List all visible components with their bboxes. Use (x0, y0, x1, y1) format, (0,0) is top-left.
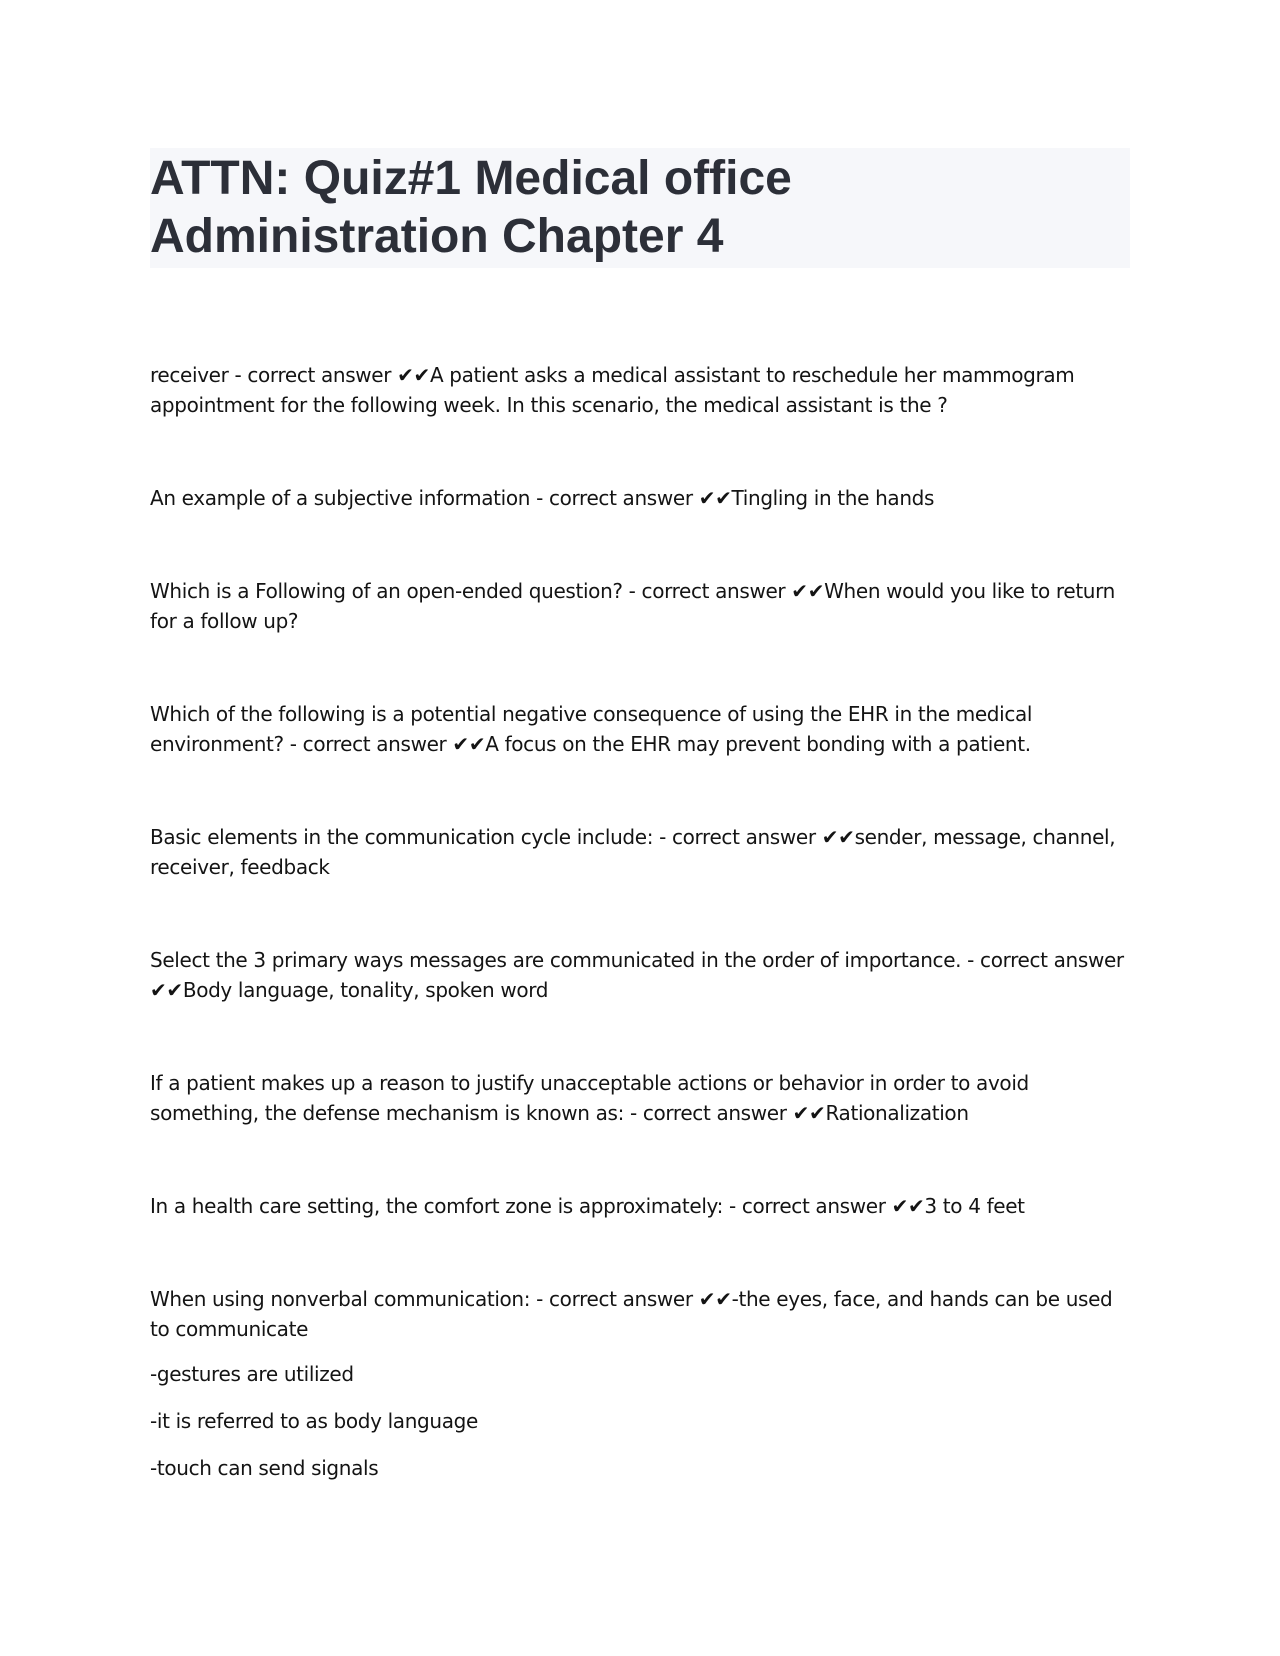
answer-separator: - correct answer (530, 1287, 699, 1311)
question-text: Which is a Following of an open-ended question? (150, 579, 623, 603)
answer-separator: - correct answer (722, 1194, 892, 1218)
answer-separator: - correct answer (623, 1101, 793, 1125)
check-icon: ✔✔ (452, 732, 486, 756)
check-icon: ✔✔ (792, 1101, 826, 1125)
qa-list (150, 360, 1130, 1483)
answer-text: Body language, tonality, spoken word (182, 978, 549, 1002)
check-icon: ✔✔ (698, 1287, 732, 1311)
continuation-line: -touch can send signals (150, 1456, 379, 1480)
title-block (150, 148, 1130, 268)
check-icon: ✔✔ (150, 978, 183, 1002)
check-icon: ✔✔ (891, 1194, 925, 1218)
answer-text: sender, message, channel, receiver, feedback (150, 825, 1116, 879)
answer-text: -the eyes, face, and hands can be used to communicate (150, 1287, 1113, 1341)
check-icon: ✔✔ (397, 363, 430, 387)
answer-separator: - correct answer (622, 579, 792, 603)
qa-item (150, 483, 1130, 513)
question-text: receiver (150, 363, 229, 387)
check-icon: ✔✔ (791, 579, 825, 603)
document-title: ATTN: Quiz#1 Medical office Administration Chapter 4 (150, 152, 792, 263)
answer-separator: - correct answer (961, 948, 1124, 972)
question-text: Basic elements in the communication cycle include: (150, 825, 654, 849)
check-icon: ✔✔ (821, 825, 855, 849)
qa-item (150, 576, 1130, 636)
answer-separator: - correct answer (283, 732, 453, 756)
question-text: When using nonverbal communication: (150, 1287, 531, 1311)
answer-separator: - correct answer (530, 486, 699, 510)
answer-continuation (150, 1359, 1130, 1483)
answer-text: 3 to 4 feet (924, 1194, 1025, 1218)
question-text: Select the 3 primary ways messages are communicated in the order of importance. (150, 948, 962, 972)
continuation-line: -it is referred to as body language (150, 1409, 478, 1433)
answer-text: Rationalization (825, 1101, 969, 1125)
qa-item (150, 360, 1130, 420)
qa-item (150, 945, 1130, 1005)
answer-separator: - correct answer (228, 363, 398, 387)
qa-item (150, 699, 1130, 759)
answer-text: Tingling in the hands (731, 486, 935, 510)
question-text: In a health care setting, the comfort zone is approximately: (150, 1194, 723, 1218)
qa-item (150, 822, 1130, 882)
check-icon: ✔✔ (698, 486, 732, 510)
answer-text: A focus on the EHR may prevent bonding with a patient. (485, 732, 1031, 756)
question-text: An example of a subjective information (150, 486, 531, 510)
qa-item (150, 1284, 1130, 1344)
question-text: Which of the following is a potential negative consequence of using the EHR in the medical environment? (150, 702, 1033, 756)
qa-item (150, 1191, 1130, 1221)
document-page (150, 148, 1130, 1546)
question-text: If a patient makes up a reason to justify unacceptable actions or behavior in order to avoid something, the defense mechanism is known as: (150, 1071, 1029, 1125)
qa-item (150, 1068, 1130, 1128)
answer-text: A patient asks a medical assistant to reschedule her mammogram appointment for the following week. In this scenario, the medical assistant is the ? (150, 363, 1075, 417)
answer-separator: - correct answer (653, 825, 822, 849)
continuation-line: -gestures are utilized (150, 1362, 354, 1386)
answer-text: When would you like to return for a follow up? (150, 579, 1115, 633)
